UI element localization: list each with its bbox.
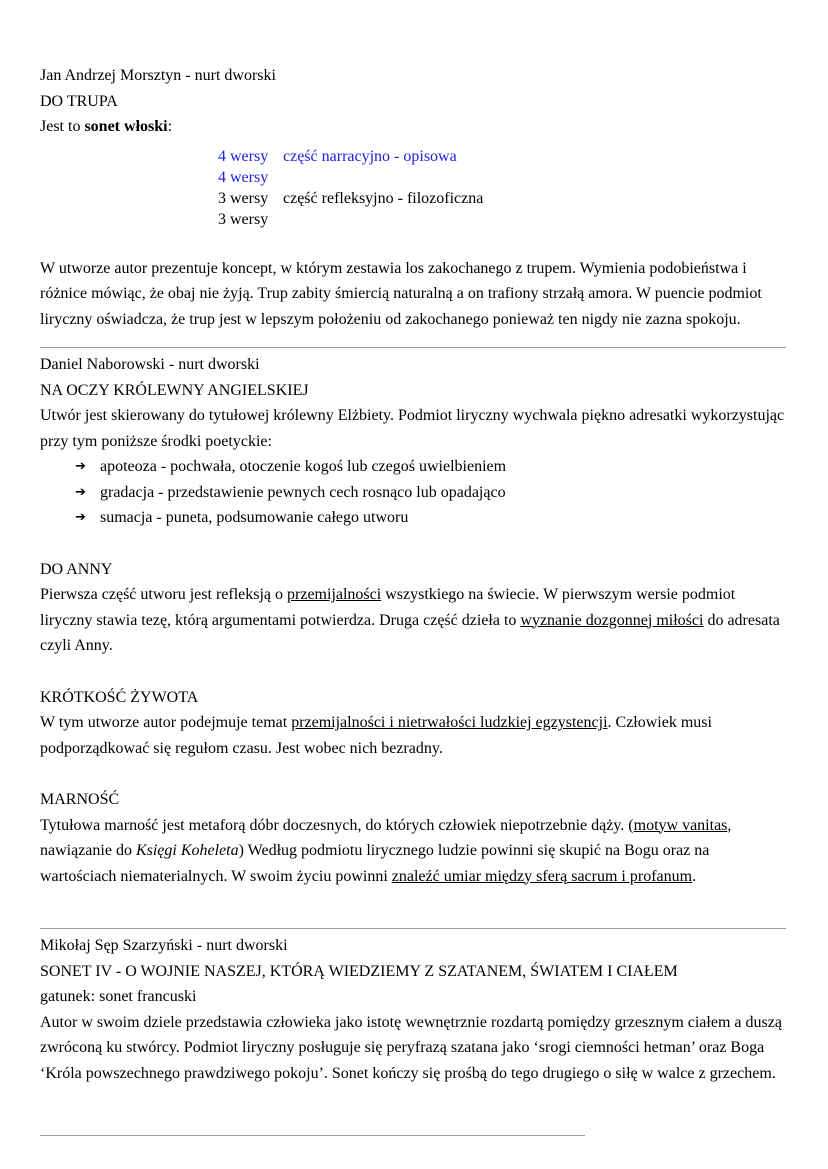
list-item-text: gradacja - przedstawienie pewnych cech rosnąco lub opadająco [100,483,506,501]
author-line-morsztyn: Jan Andrzej Morsztyn - nurt dworski [40,67,276,84]
text-run: znaleźć umiar między sferą sacrum i profanum [391,867,693,885]
text-run: przemijalności i nietrwałości ludzkiej egzystencji [291,714,608,731]
text-run: sonet włoski [84,118,168,135]
list-item-text: apoteoza - pochwała, otoczenie kogoś lub czegoś uwielbieniem [100,458,507,475]
genre-line-sonet-wloski [40,114,786,140]
text-run: : [167,118,173,135]
verse-part-label: część narracyjno - opisowa [283,147,457,165]
verse-part-label: część refleksyjno - filozoficzna [283,189,484,207]
arrow-bullet-icon: ➔ [75,510,86,525]
poetic-devices-list [40,454,786,531]
text-run: Jest to [40,118,85,135]
poem-title-do-trupa: DO TRUPA [40,92,118,110]
poem-title-krotkosc-zywota: KRÓTKOŚĆ ŻYWOTA [40,688,199,706]
arrow-bullet-icon: ➔ [75,484,86,500]
analysis-marnosc [40,813,786,890]
poem-title-na-oczy: NA OCZY KRÓLEWNY ANGIELSKIEJ [40,381,309,399]
analysis-do-trupa: W utworze autor prezentuje koncept, w którym zestawia los zakochanego z trupem. Wymienia podobieństwa i różnice mówiąc, że obaj nie żyją. Trup zabity śmiercią naturalną a on trafiony strzałą amora. W puencie podmiot liryczny oświadcza, że trup jest w lepszym położeniu od zakochanego ponieważ ten nigdy nie zazna spokoju. [40,259,762,328]
text-run: do adresata czyli Anny. [40,611,780,654]
text-run: W tym utworze autor podejmuje temat [40,714,292,731]
list-item-text: sumacja - puneta, podsumowanie całego utworu [100,509,409,526]
list-item [40,480,786,506]
text-run: . [692,867,697,885]
section-divider [40,928,786,929]
text-run: Księgi Koheleta [135,842,239,859]
text-run: przemijalności [287,586,382,603]
intro-na-oczy: Utwór jest skierowany do tytułowej królewny Elżbiety. Podmiot liryczny wychwala piękno adresatki wykorzystując przy tym poniższe środki poetyckie: [40,407,785,450]
text-run: Pierwsza część utworu jest refleksją o [40,586,288,603]
author-line-naborowski: Daniel Naborowski - nurt dworski [40,356,260,373]
poem-title-do-anny: DO ANNY [40,560,113,578]
genre-line-sonet-francuski: gatunek: sonet francuski [40,988,197,1005]
text-run: . Człowiek musi podporządkować się regułom czasu. Jest wobec nich bezradny. [40,714,712,757]
sonnet-structure-row [218,167,786,188]
section-divider-partial [40,1135,585,1136]
analysis-do-anny [40,582,786,659]
author-line-szarzynski: Mikołaj Sęp Szarzyński - nurt dworski [40,937,288,954]
sonnet-structure-row [218,146,786,167]
verse-count: 3 wersy [218,210,269,228]
sonnet-structure-row [218,209,786,230]
sonnet-structure [218,146,786,230]
analysis-krotkosc-zywota [40,710,786,761]
verse-count: 3 wersy [218,189,269,207]
text-run: motyw vanitas [633,816,728,834]
sonnet-structure-row [218,188,786,209]
poem-title-marnosc: MARNOŚĆ [40,791,120,808]
verse-count: 4 wersy [218,147,269,165]
analysis-sonet-iv: Autor w swoim dziele przedstawia człowieka jako istotę wewnętrznie rozdartą pomiędzy grzesznym ciałem a duszą zwróconą ku stwórcy. Podmiot liryczny posługuje się peryfrazą szatana jako ‘srogi ciemności hetman’ oraz Boga ‘Króla powszechnego prawdziwego pokoju’. Sonet kończy się prośbą do tego drugiego o siłę w walce z grzechem. [40,1013,782,1082]
text-run: wszystkiego na świecie. W pierwszym wersie podmiot liryczny stawia tezę, którą argumentami potwierdza. Druga część dzieła to [40,586,736,629]
list-item [40,454,786,480]
text-run: wyznanie dozgonnej miłości [520,611,704,629]
list-item [40,505,786,531]
poem-title-sonet-iv: SONET IV - O WOJNIE NASZEJ, KTÓRĄ WIEDZIEMY Z SZATANEM, ŚWIATEM I CIAŁEM [40,962,678,980]
verse-count: 4 wersy [218,168,269,186]
text-run: Tytułowa marność jest metaforą dóbr doczesnych, do których człowiek niepotrzebnie dąży. ( [40,816,634,834]
arrow-bullet-icon: ➔ [75,459,86,474]
section-divider [40,347,786,348]
text-run: , nawiązanie do [40,816,732,859]
text-run: ) Według podmiotu lirycznego ludzie powinni się skupić na Bogu oraz na wartościach niematerialnych. W swoim życiu powinni [40,842,710,885]
